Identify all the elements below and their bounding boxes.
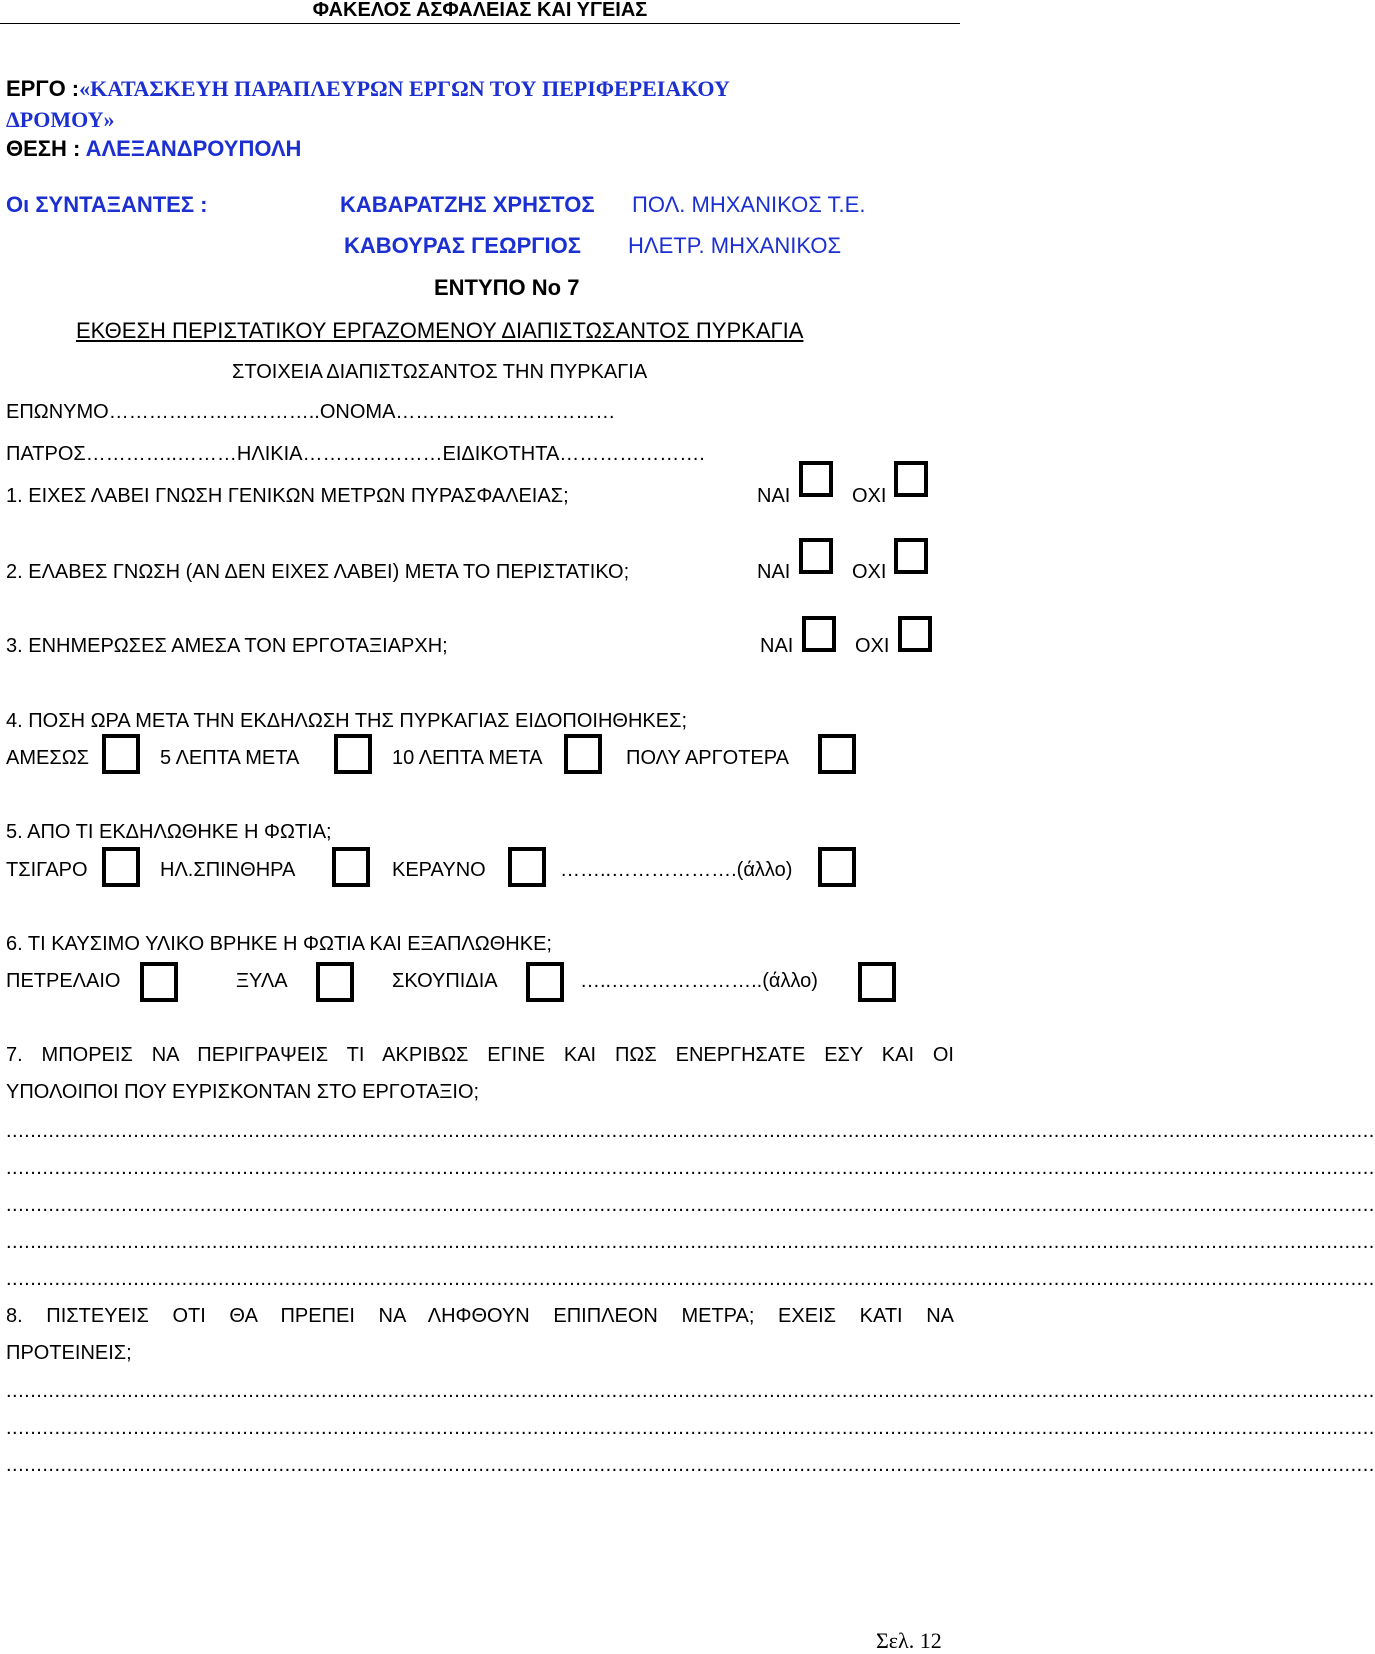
header-rule	[0, 23, 960, 24]
q5-option-3-checkbox[interactable]	[508, 847, 546, 887]
q8-text: 8. ΠΙΣΤΕΥΕΙΣ ΟΤΙ ΘΑ ΠΡΕΠΕΙ ΝΑ ΛΗΦΘΟΥΝ ΕΠΙΠΛΕΟΝ ΜΕΤΡΑ; ΕΧΕΙΣ ΚΑΤΙ ΝΑ	[6, 1305, 954, 1327]
q3-text: 3. ΕΝΗΜΕΡΩΣΕΣ ΑΜΕΣΑ ΤΟΝ ΕΡΓΟΤΑΞΙΑΡΧΗ;	[6, 635, 448, 657]
project-name: «ΚΑΤΑΣΚΕΥΗ ΠΑΡΑΠΛΕΥΡΩΝ ΕΡΓΩΝ ΤΟΥ ΠΕΡΙΦΕΡΕΙΑΚΟΥ	[79, 76, 730, 101]
author-2-title: ΗΛΕΤΡ. ΜΗΧΑΝΙΚΟΣ	[628, 233, 842, 258]
q4-option-1-checkbox[interactable]	[102, 734, 140, 774]
q1-no-label: ΟΧΙ	[852, 485, 887, 507]
q7-answer-line-3[interactable]: ..................................................................................................................................................................................................................................	[6, 1194, 1375, 1216]
q6-option-1-checkbox[interactable]	[140, 962, 178, 1002]
q6-option-2-label: ΞΥΛΑ	[236, 970, 288, 992]
form-subtitle: ΣΤΟΙΧΕΙΑ ΔΙΑΠΙΣΤΩΣΑΝΤΟΣ ΤΗΝ ΠΥΡΚΑΓΙΑ	[232, 361, 648, 383]
q7-answer-line-1[interactable]: ..................................................................................................................................................................................................................................	[6, 1120, 1375, 1142]
q2-no-label: ΟΧΙ	[852, 561, 887, 583]
q4-option-2-checkbox[interactable]	[334, 734, 372, 774]
q6-option-3-label: ΣΚΟΥΠΙΔΙΑ	[392, 970, 498, 992]
form-number: ΕΝΤΥΠΟ Νο 7	[434, 275, 580, 300]
q5-option-2-label: ΗΛ.ΣΠΙΝΘΗΡΑ	[160, 859, 296, 881]
q4-option-3-label: 10 ΛΕΠΤΑ ΜΕΤΑ	[392, 747, 543, 769]
q3-yes-label: ΝΑΙ	[760, 635, 794, 657]
q7-answer-line-5[interactable]: ..................................................................................................................................................................................................................................	[6, 1268, 1375, 1290]
project-line	[6, 76, 730, 102]
q4-option-3-checkbox[interactable]	[564, 734, 602, 774]
father-line: ΠΑΤΡΟΣ…………..………ΗΛΙΚΙΑ…………………ΕΙΔΙΚΟΤΗΤΑ………………….	[6, 443, 705, 465]
document-header: ΦΑΚΕΛΟΣ ΑΣΦΑΛΕΙΑΣ ΚΑΙ ΥΓΕΙΑΣ	[312, 0, 648, 21]
q1-yes-label: ΝΑΙ	[757, 485, 791, 507]
q5-option-1-checkbox[interactable]	[102, 847, 140, 887]
authors-label: Οι ΣΥΝΤΑΞΑΝΤΕΣ :	[6, 192, 208, 217]
q2-yes-checkbox[interactable]	[799, 538, 833, 574]
location-line	[6, 136, 301, 162]
q8-answer-line-2[interactable]: ..................................................................................................................................................................................................................................	[6, 1417, 1375, 1439]
name-line: ΕΠΩΝΥΜΟ…………………………..ΟΝΟΜΑ……………………………	[6, 401, 616, 423]
location-value: ΑΛΕΞΑΝΔΡΟΥΠΟΛΗ	[85, 136, 302, 161]
q2-yes-label: ΝΑΙ	[757, 561, 791, 583]
q3-no-checkbox[interactable]	[898, 616, 932, 652]
q5-option-4-label: ……..……………….(άλλο)	[560, 859, 793, 881]
page-number: Σελ. 12	[876, 1628, 942, 1653]
q6-option-3-checkbox[interactable]	[526, 962, 564, 1002]
q7-text-line2: ΥΠΟΛΟΙΠΟΙ ΠΟΥ ΕΥΡΙΣΚΟΝΤΑΝ ΣΤΟ ΕΡΓΟΤΑΞΙΟ;	[6, 1081, 480, 1103]
q5-text: 5. ΑΠΟ ΤΙ ΕΚΔΗΛΩΘΗΚΕ Η ΦΩΤΙΑ;	[6, 821, 332, 843]
q4-text: 4. ΠΟΣΗ ΩΡΑ ΜΕΤΑ ΤΗΝ ΕΚΔΗΛΩΣΗ ΤΗΣ ΠΥΡΚΑΓΙΑΣ ΕΙΔΟΠΟΙΗΘΗΚΕΣ;	[6, 710, 688, 732]
form-title: ΕΚΘΕΣΗ ΠΕΡΙΣΤΑΤΙΚΟΥ ΕΡΓΑΖΟΜΕΝΟΥ ΔΙΑΠΙΣΤΩΣΑΝΤΟΣ ΠΥΡΚΑΓΙΑ	[76, 318, 804, 343]
author-2-name: ΚΑΒΟΥΡΑΣ ΓΕΩΡΓΙΟΣ	[344, 233, 581, 258]
q4-option-2-label: 5 ΛΕΠΤΑ ΜΕΤΑ	[160, 747, 300, 769]
q7-answer-line-2[interactable]: ..................................................................................................................................................................................................................................	[6, 1157, 1375, 1179]
q6-text: 6. ΤΙ ΚΑΥΣΙΜΟ ΥΛΙΚΟ ΒΡΗΚΕ Η ΦΩΤΙΑ ΚΑΙ ΕΞΑΠΛΩΘΗΚΕ;	[6, 933, 552, 955]
author-1-title: ΠΟΛ. ΜΗΧΑΝΙΚΟΣ Τ.Ε.	[632, 192, 866, 217]
q5-option-4-checkbox[interactable]	[818, 847, 856, 887]
q6-option-2-checkbox[interactable]	[316, 962, 354, 1002]
q4-option-4-checkbox[interactable]	[818, 734, 856, 774]
project-label: ΕΡΓΟ :	[6, 76, 80, 101]
q3-yes-checkbox[interactable]	[802, 616, 836, 652]
q3-no-label: ΟΧΙ	[855, 635, 890, 657]
q7-answer-line-4[interactable]: ..................................................................................................................................................................................................................................	[6, 1231, 1375, 1253]
q7-text: 7. ΜΠΟΡΕΙΣ ΝΑ ΠΕΡΙΓΡΑΨΕΙΣ ΤΙ ΑΚΡΙΒΩΣ ΕΓΙΝΕ ΚΑΙ ΠΩΣ ΕΝΕΡΓΗΣΑΤΕ ΕΣΥ ΚΑΙ ΟΙ	[6, 1044, 954, 1066]
q5-option-1-label: ΤΣΙΓΑΡΟ	[6, 859, 88, 881]
q2-text: 2. ΕΛΑΒΕΣ ΓΝΩΣΗ (ΑΝ ΔΕΝ ΕΙΧΕΣ ΛΑΒΕΙ) ΜΕΤΑ ΤΟ ΠΕΡΙΣΤΑΤΙΚΟ;	[6, 561, 630, 583]
project-name-cont: ΔΡΟΜΟΥ»	[6, 107, 115, 132]
q8-text-line1	[6, 1305, 954, 1328]
q1-text: 1. ΕΙΧΕΣ ΛΑΒΕΙ ΓΝΩΣΗ ΓΕΝΙΚΩΝ ΜΕΤΡΩΝ ΠΥΡΑΣΦΑΛΕΙΑΣ;	[6, 485, 569, 507]
q8-text-line2: ΠΡΟΤΕΙΝΕΙΣ;	[6, 1342, 132, 1364]
q8-answer-line-3[interactable]: ..................................................................................................................................................................................................................................	[6, 1454, 1375, 1476]
q1-no-checkbox[interactable]	[894, 461, 928, 497]
q5-option-3-label: ΚΕΡΑΥΝΟ	[392, 859, 486, 881]
q4-option-1-label: ΑΜΕΣΩΣ	[6, 747, 90, 769]
location-label: ΘΕΣΗ :	[6, 136, 86, 161]
author-1-name: ΚΑΒΑΡΑΤΖΗΣ ΧΡΗΣΤΟΣ	[340, 192, 595, 217]
q7-text-line1	[6, 1044, 954, 1067]
q8-answer-line-1[interactable]: ..................................................................................................................................................................................................................................	[6, 1380, 1375, 1402]
q6-option-4-label: …..…………………..(άλλο)	[580, 970, 818, 992]
q6-option-1-label: ΠΕΤΡΕΛΑΙΟ	[6, 970, 121, 992]
q5-option-2-checkbox[interactable]	[332, 847, 370, 887]
q2-no-checkbox[interactable]	[894, 538, 928, 574]
q4-option-4-label: ΠΟΛΥ ΑΡΓΟΤΕΡΑ	[626, 747, 789, 769]
q6-option-4-checkbox[interactable]	[858, 962, 896, 1002]
q1-yes-checkbox[interactable]	[799, 461, 833, 497]
